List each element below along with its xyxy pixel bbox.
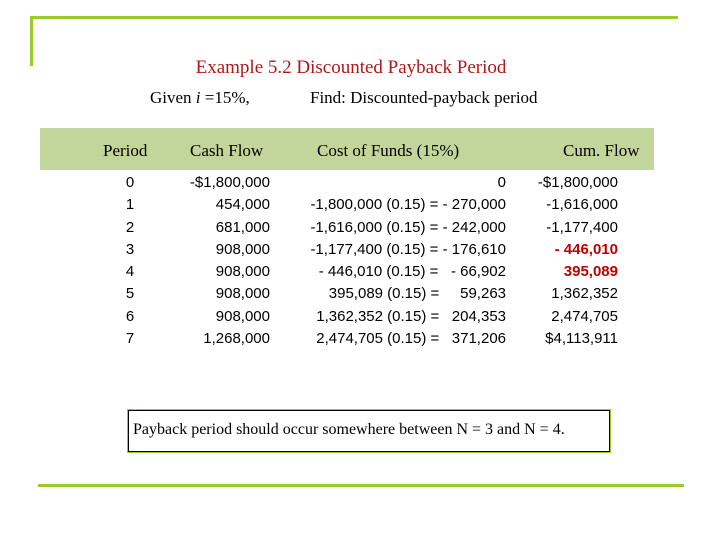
find-label: Find: Discounted-payback period [310,88,538,107]
table-cell-cost-of-funds-2: -1,616,000 (0.15) = - 242,000 [310,218,506,236]
header-cum-flow: Cum. Flow [563,141,640,160]
header-cash-flow: Cash Flow [190,141,264,160]
table-cell-cum-flow-5: 1,362,352 [551,285,618,303]
given-variable: i [195,88,201,107]
table-cell-cum-flow-2: -1,177,400 [546,218,618,236]
table-cell-cash-flow-0: -$1,800,000 [189,174,270,191]
table-cell-period-6: 6 [125,307,135,325]
payback-callout-text: Payback period should occur somewhere between N = 3 and N = 4. [133,421,565,438]
given-text: Given [150,88,196,107]
table-cell-cost-of-funds-7: 2,474,705 (0.15) = 371,206 [316,330,506,348]
frame-bottom-line [38,484,684,487]
given-value: =15%, [200,88,250,107]
table-cell-cost-of-funds-0: 0 [497,174,506,191]
page-title: Example 5.2 Discounted Payback Period [195,57,507,78]
table-cell-cash-flow-6: 908,000 [215,307,270,325]
table-cell-cum-flow-6: 2,474,705 [551,307,618,325]
table-cell-cash-flow-3: 908,000 [215,240,270,258]
table-cell-period-5: 5 [125,285,135,303]
table-cell-period-0: 0 [125,174,135,191]
period-column [118,172,142,350]
frame-top-line [30,16,678,19]
given-label [150,88,250,108]
table-cell-cum-flow-3: - 446,010 [554,240,618,258]
table-cell-cost-of-funds-1: -1,800,000 (0.15) = - 270,000 [310,196,506,214]
table-cell-cash-flow-1: 454,000 [215,196,270,214]
table-cell-cum-flow-4: 395,089 [563,263,618,281]
table-cell-cum-flow-7: $4,113,911 [545,330,618,348]
payback-callout-box [128,410,610,452]
header-period: Period [103,141,148,160]
table-cell-cost-of-funds-3: -1,177,400 (0.15) = - 176,610 [310,240,506,258]
table-cell-period-3: 3 [125,240,135,258]
table-cell-cash-flow-5: 908,000 [215,285,270,303]
table-cell-cash-flow-4: 908,000 [215,263,270,281]
table-cell-cost-of-funds-4: - 446,010 (0.15) = - 66,902 [318,263,506,281]
table-cell-cash-flow-2: 681,000 [215,218,270,236]
table-cell-cost-of-funds-5: 395,089 (0.15) = 59,263 [328,285,506,303]
cost-of-funds-column [280,172,506,350]
table-cell-cum-flow-0: -$1,800,000 [537,174,618,191]
table-cell-cash-flow-7: 1,268,000 [203,330,270,348]
table-cell-cost-of-funds-6: 1,362,352 (0.15) = 204,353 [316,307,506,325]
cum-flow-column [510,172,618,350]
table-cell-cum-flow-1: -1,616,000 [546,196,618,214]
header-cost-of-funds: Cost of Funds (15%) [317,141,460,160]
table-cell-period-1: 1 [125,196,135,214]
table-cell-period-2: 2 [125,218,135,236]
cash-flow-column [160,172,270,350]
table-cell-period-7: 7 [125,330,135,348]
table-cell-period-4: 4 [125,263,135,281]
